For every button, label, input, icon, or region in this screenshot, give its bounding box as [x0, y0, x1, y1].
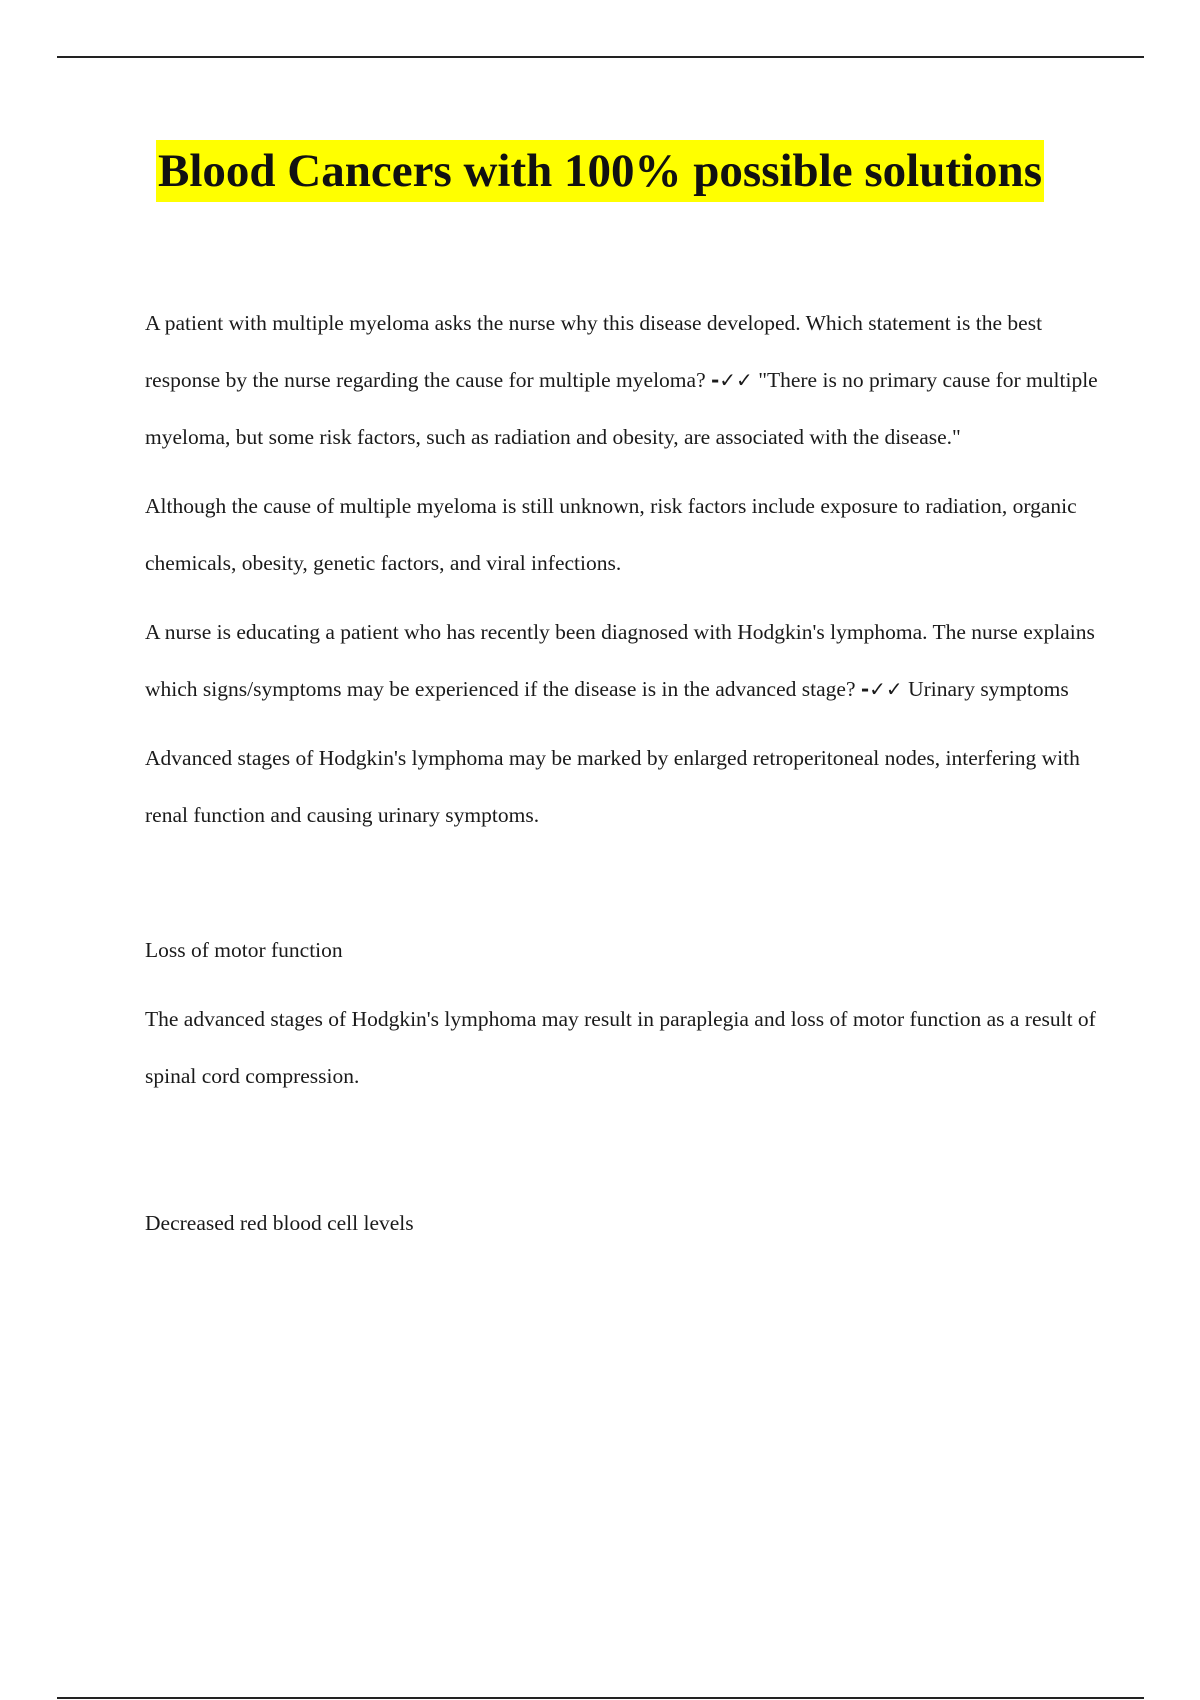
answer-2: Urinary symptoms — [908, 677, 1069, 701]
option-decreased-rbc: Decreased red blood cell levels — [145, 1211, 414, 1235]
checkmark-icon: -✓✓ — [860, 677, 903, 701]
document-body — [145, 295, 1100, 1264]
title-container — [0, 140, 1200, 202]
question-2-text: A nurse is educating a patient who has recently been diagnosed with Hodgkin's lymphoma. The nurse explains which signs/symptoms may be experienced if the disease is in the advanced stage? — [145, 620, 1095, 701]
top-rule — [57, 56, 1144, 58]
spacer — [145, 1117, 1100, 1195]
page-title: Blood Cancers with 100% possible solutions — [156, 140, 1044, 202]
question-1 — [145, 295, 1100, 466]
bottom-rule — [57, 1697, 1144, 1699]
question-1-text: A patient with multiple myeloma asks the nurse why this disease developed. Which statement is the best response by the nurse regarding the cause for multiple myeloma? — [145, 311, 1043, 392]
answer-1: "There is no primary cause for multiple myeloma, but some risk factors, such as radiation and obesity, are associated with the disease." — [145, 368, 1098, 449]
rationale-2: Advanced stages of Hodgkin's lymphoma may be marked by enlarged retroperitoneal nodes, interfering with renal function and causing urinary symptoms. — [145, 746, 1080, 827]
option-2-rationale: The advanced stages of Hodgkin's lymphoma may result in paraplegia and loss of motor function as a result of spinal cord compression. — [145, 1007, 1096, 1088]
spacer — [145, 856, 1100, 922]
question-2 — [145, 604, 1100, 718]
option-loss-motor-function: Loss of motor function — [145, 938, 343, 962]
checkmark-icon: -✓✓ — [710, 368, 753, 392]
rationale-1: Although the cause of multiple myeloma is still unknown, risk factors include exposure to radiation, organic chemicals, obesity, genetic factors, and viral infections. — [145, 494, 1077, 575]
